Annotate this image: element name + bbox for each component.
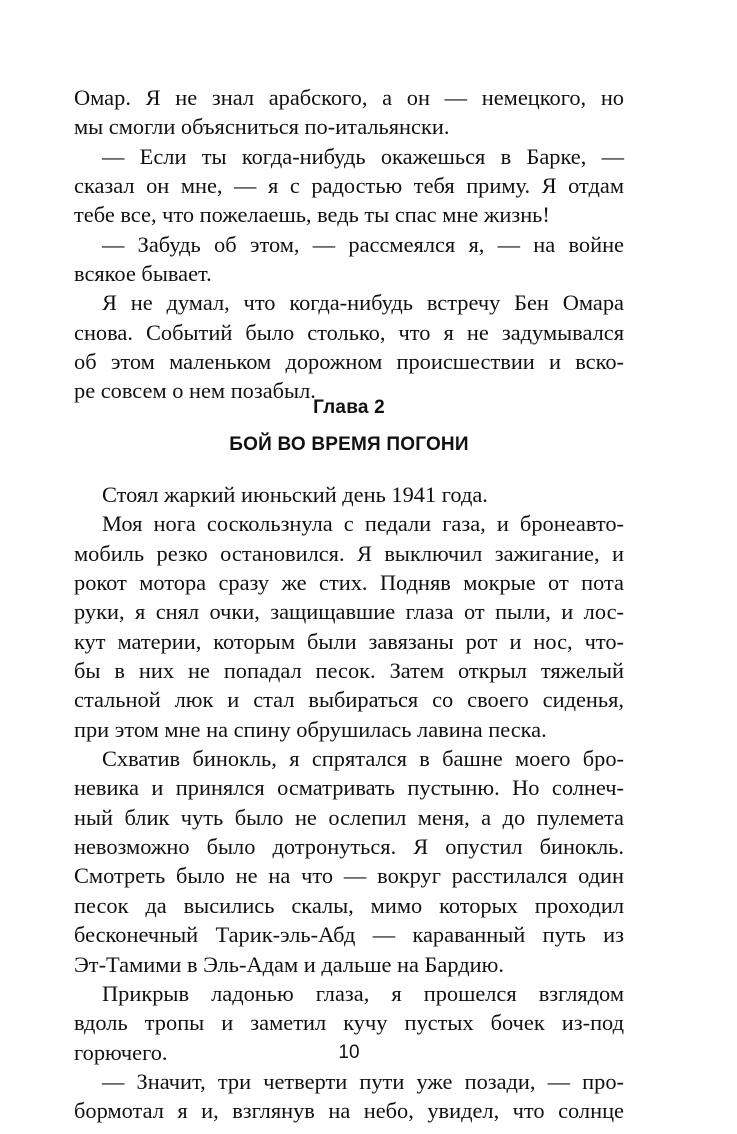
text-line: — Если ты когда-нибудь окажешься в Барке, — [102, 143, 624, 169]
text-line: об этом маленьком дорожном происшествии и вско- [74, 349, 624, 375]
text-line: Стоял жаркий июньский день 1941 года. [102, 482, 488, 507]
chapter-number: Глава 2 [313, 397, 385, 418]
text-line: сказал он мне, — я с радостью тебя приму. Я отдам [74, 173, 624, 199]
text-line: невика и принялся осматривать пустыню. Но солнеч- [74, 775, 624, 801]
text-line: мы смогли объясниться по-итальянски. [74, 114, 450, 140]
text-line: горючего. [74, 1039, 168, 1065]
chapter-title: БОЙ ВО ВРЕМЯ ПОГОНИ [229, 434, 469, 455]
text-line: — Значит, три четверти пути уже позади, — про- [102, 1068, 624, 1094]
text-line: ре совсем о нем позабыл. [74, 378, 316, 404]
text-line: Смотреть было не на что — вокруг расстилался один [74, 863, 624, 889]
text-line: тебе все, что пожелаешь, ведь ты спас мне жизнь! [74, 202, 550, 228]
text-line: бы в них не попадал песок. Затем открыл тяжелый [74, 658, 624, 684]
text-line: мобиль резко остановился. Я выключил зажигание, и [74, 540, 624, 566]
top-text-block [74, 83, 624, 406]
text-line: вдоль тропы и заметил кучу пустых бочек из-под [74, 1010, 624, 1036]
text-line: ный блик чуть было не ослепил меня, а до пулемета [74, 804, 624, 830]
text-line: рокот мотора сразу же стих. Подняв мокрые от пота [74, 570, 624, 596]
text-line: невозможно было дотронуться. Я опустил бинокль. [74, 834, 624, 860]
text-line: руки, я снял очки, защищавшие глаза от пыли, и лос- [74, 599, 624, 625]
book-page [74, 0, 624, 1134]
text-line: бормотал я и, взглянув на небо, увидел, что солнце [74, 1098, 624, 1124]
text-line: Схватив бинокль, я спрятался в башне моего бро- [102, 746, 624, 772]
body-text-block [74, 480, 624, 1126]
text-line: Омар. Я не знал арабского, а он — немецкого, но [74, 85, 624, 110]
text-line: Я не думал, что когда-нибудь встречу Бен Омара [102, 290, 624, 316]
text-line: кут материи, которым были завязаны рот и нос, что- [74, 628, 624, 654]
text-line: Прикрыв ладонью глаза, я прошелся взглядом [102, 980, 624, 1006]
text-line: песок да высились скалы, мимо которых проходил [74, 892, 624, 918]
page-number: 10 [338, 1042, 360, 1063]
text-line: Эт-Тамими в Эль-Адам и дальше на Бардию. [74, 951, 504, 977]
text-line: — Забудь об этом, — рассмеялся я, — на войне [102, 231, 624, 257]
text-line: стальной люк и стал выбираться со своего сиденья, [74, 687, 624, 713]
text-line: всякое бывает. [74, 261, 212, 287]
text-line: при этом мне на спину обрушилась лавина песка. [74, 716, 547, 742]
text-line: бесконечный Тарик-эль-Абд — караванный путь из [74, 922, 624, 948]
text-line: Моя нога соскользнула с педали газа, и бронеавто- [102, 511, 624, 537]
text-line: снова. Событий было столько, что я не задумывался [74, 319, 624, 345]
